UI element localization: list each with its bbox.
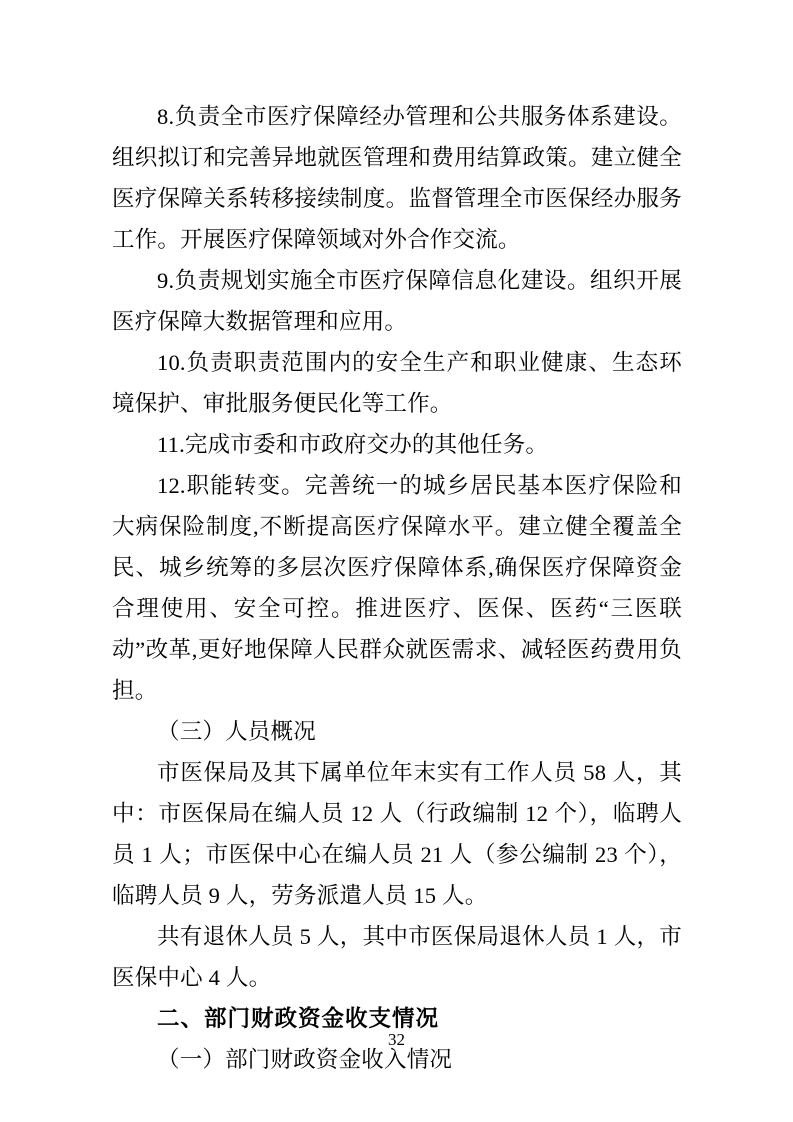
- paragraph-section-3-personnel: （三）人员概况: [157, 719, 316, 744]
- paragraph-item-8: 8.负责全市医疗保障经办管理和公共服务体系建设。组织拟订和完善异地就医管理和费用结算政策。建立健全医疗保障关系转移接续制度。监督管理全市医保经办服务工作。开展医疗保障领域对外合作交流。: [112, 104, 682, 252]
- paragraph-item-12: 12.职能转变。完善统一的城乡居民基本医疗保险和大病保险制度,不断提高医疗保障水平。建立健全覆盖全民、城乡统筹的多层次医疗保障体系,确保医疗保障资金合理使用、安全可控。推进医疗、医保、医药“三医联动”改革,更好地保障人民群众就医需求、减轻医药费用负担。: [112, 473, 682, 703]
- paragraph-item-10: 10.负责职责范围内的安全生产和职业健康、生态环境保护、审批服务便民化等工作。: [112, 350, 682, 416]
- page-number: 32: [388, 1030, 405, 1049]
- paragraph-item-11: 11.完成市委和市政府交办的其他任务。: [157, 432, 549, 457]
- paragraph-retiree-detail: 共有退休人员 5 人，其中市医保局退休人员 1 人，市医保中心 4 人。: [112, 924, 682, 990]
- document-body: [112, 96, 682, 1080]
- paragraph-item-9: 9.负责规划实施全市医疗保障信息化建设。组织开展医疗保障大数据管理和应用。: [112, 268, 682, 334]
- paragraph-section-2-1: （一）部门财政资金收入情况: [157, 1047, 453, 1072]
- heading-section-2: 二、部门财政资金收支情况: [157, 1006, 440, 1031]
- paragraph-personnel-detail: 市医保局及其下属单位年末实有工作人员 58 人，其中：市医保局在编人员 12 人（行政编制 12 个），临聘人员 1 人；市医保中心在编人员 21 人（参公编制 23 个），临聘人员 9 人，劳务派遣人员 15 人。: [112, 760, 682, 908]
